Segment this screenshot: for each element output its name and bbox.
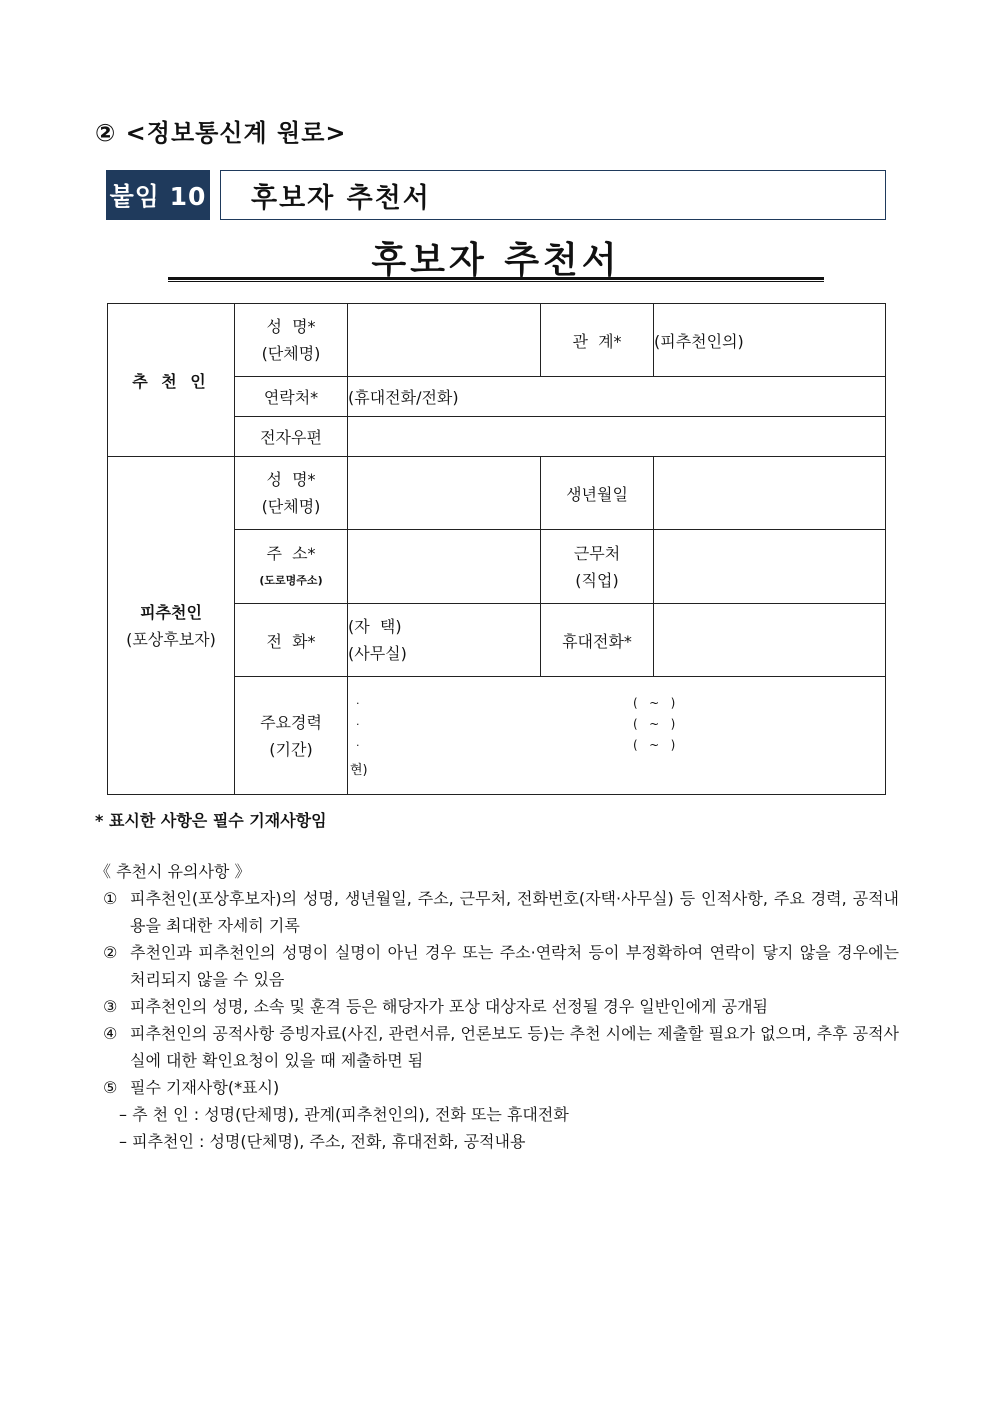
section-heading: ② <정보통신계 원로> bbox=[95, 119, 347, 147]
required-nominee-fields: – 피추천인 : 성명(단체명), 주소, 전화, 휴대전화, 공적내용 bbox=[119, 1132, 526, 1151]
career-bullet: · bbox=[356, 718, 360, 731]
attachment-badge: 붙임 10 bbox=[106, 170, 210, 220]
nominee-career-field[interactable] bbox=[348, 677, 886, 795]
career-period: ( ~ ) bbox=[633, 738, 676, 752]
banner-title: 후보자 추천서 bbox=[251, 182, 431, 214]
required-recommender-fields: – 추 천 인 : 성명(단체명), 관계(피추천인의), 전화 또는 휴대전화 bbox=[119, 1105, 569, 1124]
nomination-notes bbox=[95, 858, 899, 1155]
nomination-form-table bbox=[107, 303, 886, 795]
note-item: ④ 피추천인의 공적사항 증빙자료(사진, 관련서류, 언론보도 등)는 추천 시에는 제출할 필요가 없으며, 추후 공적사실에 대한 확인요청이 있을 때 제출하면 됨 bbox=[103, 1024, 899, 1070]
nominee-mobile-label: 휴대전화* bbox=[541, 604, 654, 677]
nominee-birth-field[interactable] bbox=[654, 457, 886, 530]
career-bullet: · bbox=[356, 739, 360, 752]
nominee-mobile-field[interactable] bbox=[654, 604, 886, 677]
recommender-name-field[interactable] bbox=[348, 304, 541, 377]
recommender-name-label: 성 명* (단체명) bbox=[235, 304, 348, 377]
recommender-relation-label: 관 계* bbox=[541, 304, 654, 377]
nominee-address-label: 주 소* (도로명주소) bbox=[235, 530, 348, 604]
nominee-name-label: 성 명* (단체명) bbox=[235, 457, 348, 530]
form-title: 후보자 추천서 bbox=[371, 240, 621, 281]
recommender-relation-field[interactable]: (피추천인의) bbox=[654, 304, 886, 377]
nominee-phone-field[interactable]: (자 택) (사무실) bbox=[348, 604, 541, 677]
recommender-contact-field[interactable]: (휴대전화/전화) bbox=[348, 377, 886, 417]
required-fields-note: * 표시한 사항은 필수 기재사항임 bbox=[95, 811, 327, 830]
nominee-work-field[interactable] bbox=[654, 530, 886, 604]
banner-title-box bbox=[220, 170, 886, 220]
nominee-birth-label: 생년월일 bbox=[541, 457, 654, 530]
note-item: ⑤ 필수 기재사항(*표시) bbox=[103, 1078, 280, 1097]
recommender-contact-label: 연락처* bbox=[235, 377, 348, 417]
career-period: ( ~ ) bbox=[633, 696, 676, 710]
career-period: ( ~ ) bbox=[633, 717, 676, 731]
nominee-career-label: 주요경력 (기간) bbox=[235, 677, 348, 795]
nominee-work-label: 근무처 (직업) bbox=[541, 530, 654, 604]
recommender-email-field[interactable] bbox=[348, 417, 886, 457]
note-item: ① 피추천인(포상후보자)의 성명, 생년월일, 주소, 근무처, 전화번호(자택·사무실) 등 인적사항, 주요 경력, 공적내용을 최대한 자세히 기록 bbox=[103, 889, 899, 935]
nominee-group-label: 피추천인 (포상후보자) bbox=[108, 457, 235, 795]
career-bullet: · bbox=[356, 697, 360, 710]
recommender-email-label: 전자우편 bbox=[235, 417, 348, 457]
nominee-name-field[interactable] bbox=[348, 457, 541, 530]
note-item: ③ 피추천인의 성명, 소속 및 훈격 등은 해당자가 포상 대상자로 선정될 경우 일반인에게 공개됨 bbox=[103, 997, 768, 1016]
title-underline bbox=[168, 277, 824, 282]
nominee-phone-label: 전 화* bbox=[235, 604, 348, 677]
notes-heading: 《 추천시 유의사항 》 bbox=[95, 862, 251, 881]
career-current-label: 현) bbox=[350, 763, 368, 778]
nominee-address-field[interactable] bbox=[348, 530, 541, 604]
attachment-banner bbox=[106, 170, 886, 220]
note-item: ② 추천인과 피추천인의 성명이 실명이 아닌 경우 또는 주소·연락처 등이 부정확하여 연락이 닿지 않을 경우에는 처리되지 않을 수 있음 bbox=[103, 943, 899, 989]
recommender-group-label: 추 천 인 bbox=[108, 304, 235, 457]
